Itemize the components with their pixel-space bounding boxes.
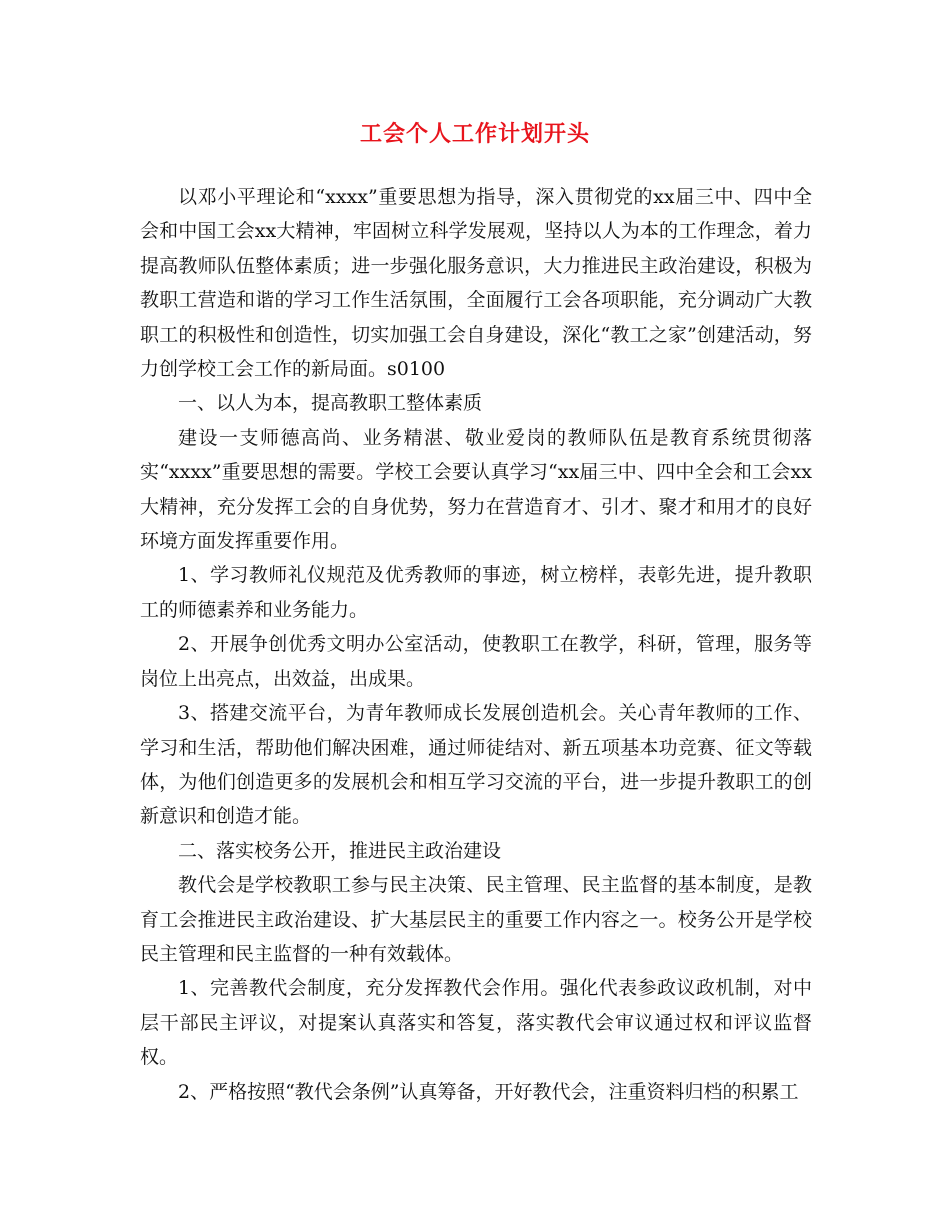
list-item: 1、学习教师礼仪规范及优秀教师的事迹，树立榜样，表彰先进，提升教职工的师德素养和业务能力。 — [140, 564, 812, 621]
paragraph: 建设一支师德高尚、业务精湛、敬业爱岗的教师队伍是教育系统贯彻落实“xxxx”重要思想的需要。学校工会要认真学习“xx届三中、四中全会和工会xx大精神，充分发挥工会的自身优势，努力在营造育才、引才、聚才和用才的良好环境方面发挥重要作用。 — [140, 426, 812, 553]
section-heading-2: 二、落实校务公开，推进民主政治建设 — [178, 839, 502, 862]
paragraph-intro: 以邓小平理论和“xxxx”重要思想为指导，深入贯彻党的xx届三中、四中全会和中国工会xx大精神，牢固树立科学发展观，坚持以人为本的工作理念，着力提高教师队伍整体素质；进一步强化服务意识，大力推进民主政治建设，积极为教职工营造和谐的学习工作生活氛围，全面履行工会各项职能，充分调动广大教职工的积极性和创造性，切实加强工会自身建设，深化“教工之家”创建活动，努力创学校工会工作的新局面。s0100 — [140, 186, 812, 381]
list-item: 2、严格按照“教代会条例”认真筹备，开好教代会，注重资料归档的积累工 — [178, 1080, 799, 1103]
list-item: 2、开展争创优秀文明办公室活动，使教职工在教学，科研，管理，服务等岗位上出亮点，出效益，出成果。 — [140, 633, 812, 690]
paragraph: 教代会是学校教职工参与民主决策、民主管理、民主监督的基本制度，是教育工会推进民主政治建设、扩大基层民主的重要工作内容之一。校务公开是学校民主管理和民主监督的一种有效载体。 — [140, 874, 812, 965]
list-item: 3、搭建交流平台，为青年教师成长发展创造机会。关心青年教师的工作、学习和生活，帮助他们解决困难，通过师徒结对、新五项基本功竞赛、征文等载体，为他们创造更多的发展机会和相互学习交流的平台，进一步提升教职工的创新意识和创造才能。 — [140, 702, 812, 828]
section-heading-1: 一、以人为本，提高教职工整体素质 — [178, 392, 483, 415]
document-title: 工会个人工作计划开头 — [359, 121, 590, 147]
document-body — [140, 180, 812, 1109]
list-item: 1、完善教代会制度，充分发挥教代会作用。强化代表参政议政机制，对中层干部民主评议，对提案认真落实和答复，落实教代会审议通过权和评议监督权。 — [140, 977, 812, 1069]
